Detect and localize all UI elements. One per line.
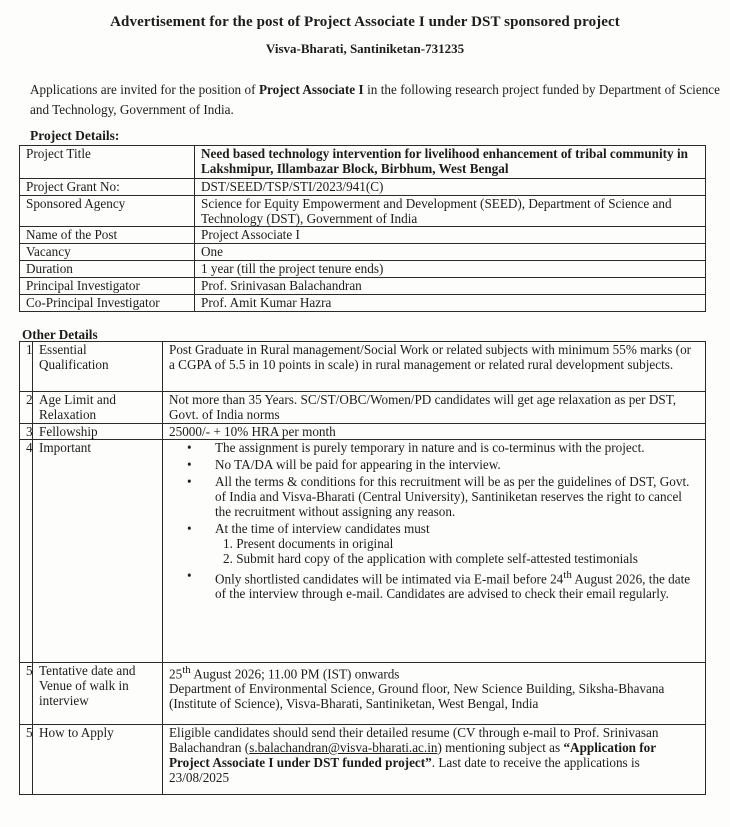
row-label: Fellowship — [33, 424, 163, 440]
row-label: Essential Qualification — [33, 342, 163, 392]
list-item: • All the terms & conditions for this recruitment will be as per the guidelines of DST, Govt. of India and Visva-Bharati (Central University), Santiniketan reserves the right to cancel the recruitment without assigning any reason. — [215, 474, 699, 519]
table-row — [20, 179, 706, 196]
sub-item: 2. Submit hard copy of the application with complete self-attested testimonials — [223, 551, 638, 566]
email-link[interactable]: s.balachandran@visva-bharati.ac.in — [249, 740, 438, 755]
table-row — [20, 424, 706, 440]
co-pi-value: Prof. Amit Kumar Hazra — [195, 295, 706, 312]
row-label: How to Apply — [33, 725, 163, 795]
table-row — [20, 342, 706, 392]
intro-paragraph — [30, 80, 720, 120]
interview-cell — [163, 663, 706, 725]
project-details-heading: Project Details: — [30, 128, 120, 143]
vacancy-value: One — [195, 244, 706, 261]
intro-text-after: in the following research project funded by Department of Science and Technology, Government of India. — [30, 82, 720, 117]
table-row — [20, 392, 706, 424]
row-key: Project Grant No: — [20, 179, 195, 196]
list-item-text: Only shortlisted candidates will be intimated via E-mail before 24 — [215, 571, 564, 587]
other-details-table — [19, 341, 706, 795]
row-key: Name of the Post — [20, 227, 195, 244]
sponsored-agency-value: Science for Equity Empowerment and Development (SEED), Department of Science and Technology (DST), Government of India — [195, 196, 706, 227]
row-number: 3 — [20, 424, 33, 440]
list-item — [215, 568, 699, 601]
row-number: 4 — [20, 440, 33, 663]
intro-post-name: Project Associate I — [258, 82, 364, 97]
list-item: • No TA/DA will be paid for appearing in the interview. — [215, 457, 699, 472]
row-key: Vacancy — [20, 244, 195, 261]
important-list — [169, 440, 699, 601]
duration-value: 1 year (till the project tenure ends) — [195, 261, 706, 278]
date-text: August 2026; 11.00 PM (IST) onwards — [190, 666, 400, 682]
sub-item: 1. Present documents in original — [223, 536, 394, 551]
table-row — [20, 725, 706, 795]
row-key: Project Title — [20, 146, 195, 179]
list-item-text: • At the time of interview candidates must — [215, 521, 430, 536]
fellowship-value: 25000/- + 10% HRA per month — [163, 424, 706, 440]
apply-text: . Last date to receive the applications is 23/08/2025 — [169, 755, 640, 785]
qualification-value: Post Graduate in Rural management/Social Work or related subjects with minimum 55% marks (or a CGPA of 5.5 in 10 points in scale) in rural management or related rural development subjects. — [163, 342, 706, 392]
list-item: • The assignment is purely temporary in nature and is co-terminus with the project. — [215, 440, 699, 455]
other-details-heading: Other Details — [22, 327, 98, 342]
how-to-apply-cell — [163, 725, 706, 795]
interview-date — [169, 663, 699, 681]
list-item-text: August 2026, the date of the interview through e-mail. Candidates are advised to check their email regularly. — [215, 571, 691, 602]
important-list-cell — [163, 440, 706, 663]
row-label: Important — [33, 440, 163, 663]
row-key: Principal Investigator — [20, 278, 195, 295]
table-row — [20, 440, 706, 663]
project-title-value: Need based technology intervention for livelihood enhancement of tribal community in Lakshmipur, Illambazar Block, Birbhum, West Bengal — [195, 146, 706, 179]
table-row — [20, 146, 706, 179]
page-title: Advertisement for the post of Project Associate I under DST sponsored project — [110, 14, 620, 30]
interview-venue: Department of Environmental Science, Ground floor, New Science Building, Siksha-Bhavana (Institute of Science), Visva-Bharati, Santiniketan, West Bengal, India — [169, 681, 665, 712]
table-row — [20, 261, 706, 278]
ordinal-suffix: th — [563, 569, 572, 581]
email-subject: “Application for Project Associate I under DST funded project” — [169, 740, 656, 770]
row-key: Duration — [20, 261, 195, 278]
table-row — [20, 227, 706, 244]
pi-value: Prof. Srinivasan Balachandran — [195, 278, 706, 295]
intro-text-before: Applications are invited for the position of — [30, 82, 259, 97]
table-row — [20, 244, 706, 261]
post-name-value: Project Associate I — [195, 227, 706, 244]
project-details-table — [19, 145, 706, 312]
row-number: 5 — [20, 725, 33, 795]
row-key: Sponsored Agency — [20, 196, 195, 227]
list-item — [215, 521, 699, 566]
table-row — [20, 278, 706, 295]
row-number: 2 — [20, 392, 33, 424]
row-label: Tentative date and Venue of walk in interview — [33, 663, 163, 725]
date-day: 25 — [169, 666, 183, 682]
table-row — [20, 196, 706, 227]
row-label: Age Limit and Relaxation — [33, 392, 163, 424]
apply-text: ) mentioning subject as — [437, 740, 564, 755]
apply-text: Eligible candidates should send their detailed resume (CV through e-mail to Prof. Srinivasan Balachandran ( — [169, 725, 659, 755]
table-row — [20, 295, 706, 312]
row-key: Co-Principal Investigator — [20, 295, 195, 312]
age-limit-value: Not more than 35 Years. SC/ST/OBC/Women/PD candidates will get age relaxation as per DST, Govt. of India norms — [163, 392, 706, 424]
row-number: 5 — [20, 663, 33, 725]
grant-no-value: DST/SEED/TSP/STI/2023/941(C) — [195, 179, 706, 196]
table-row — [20, 663, 706, 725]
row-number: 1 — [20, 342, 33, 392]
ordinal-suffix: th — [182, 664, 191, 676]
page-subtitle: Visva-Bharati, Santiniketan-731235 — [265, 41, 465, 56]
